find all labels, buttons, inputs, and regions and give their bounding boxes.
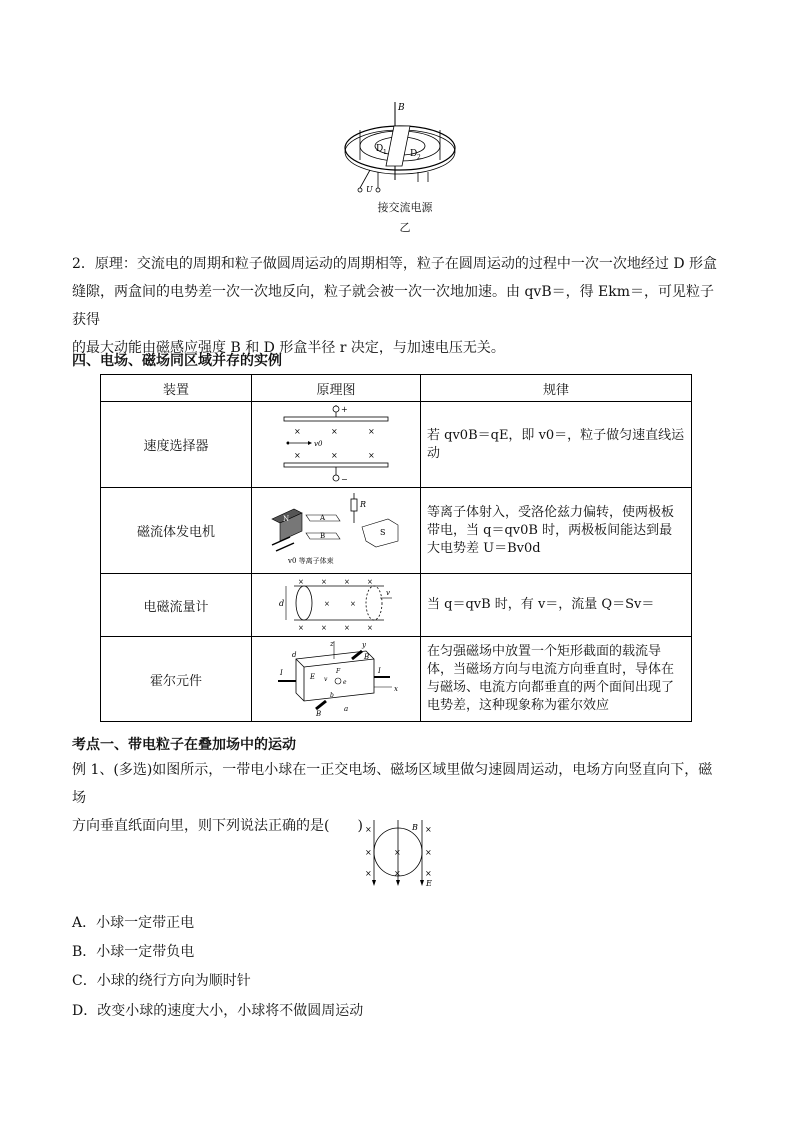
hall-i2: I — [378, 667, 381, 675]
table-row — [101, 574, 692, 637]
fig-cross: × — [425, 869, 432, 878]
vs-cross: × — [368, 450, 375, 460]
mhd-generator-diagram — [266, 489, 406, 569]
vs-plus: + — [341, 404, 348, 414]
example-line-1: 例 1、(多选)如图所示，一带电小球在一正交电场、磁场区域里做匀速圆周运动，电场方向竖直向下，磁场 — [72, 762, 713, 806]
fig-cross: × — [425, 848, 432, 857]
table-header-rule: 规律 — [421, 375, 692, 402]
vs-minus: − — [341, 474, 348, 483]
table-row — [101, 402, 692, 488]
velocity-selector-diagram-cell — [252, 402, 421, 488]
flow-cross: × — [350, 600, 356, 608]
device-name: 速度选择器 — [101, 402, 252, 488]
rule-text: 若 qv0B＝qE，即 v0＝，粒子做匀速直线运动 — [421, 402, 692, 488]
cyclotron-caption: 接交流电源 — [377, 201, 433, 214]
hall-d: d — [292, 651, 297, 659]
vs-v0: v0 — [314, 439, 323, 448]
rule-text: 等离子体射入，受洛伦兹力偏转，使两极板带电，当 q＝qv0B 时，两极板间能达到最大电势差 U＝Bv0d — [421, 488, 692, 574]
cyclotron-label-d2: D — [410, 149, 418, 159]
fig-cross: × — [365, 848, 372, 857]
option-d[interactable]: D．改变小球的速度大小，小球将不做圆周运动 — [72, 1003, 364, 1019]
option-b[interactable]: B．小球一定带负电 — [72, 944, 195, 960]
example-line-2: 方向垂直纸面向里，则下列说法正确的是( ) — [72, 818, 363, 834]
hall-i1: I — [280, 669, 283, 677]
fig-cross: × — [394, 869, 401, 878]
cyclotron-label-d1: D — [376, 144, 384, 154]
example-figure — [362, 818, 442, 894]
flow-cross: × — [324, 600, 330, 608]
option-c[interactable]: C．小球的绕行方向为顺时针 — [72, 973, 251, 989]
flow-cross: × — [344, 624, 350, 632]
flowmeter-diagram — [276, 574, 396, 632]
principle-line-2: 缝隙，两盒间的电势差一次一次地反向，粒子就会被一次一次地加速。由 qvB＝，得 Ekm＝，可见粒子获得 — [72, 284, 715, 328]
fig-cross: × — [425, 825, 432, 834]
table-header-diagram: 原理图 — [252, 375, 421, 402]
fig-cross: × — [365, 869, 372, 878]
cyclotron-label-u: U — [366, 185, 373, 194]
fig-cross: × — [394, 848, 401, 857]
rule-text: 当 q＝qvB 时，有 v＝，流量 Q＝Sv＝ — [421, 574, 692, 637]
hall-x: x — [394, 685, 398, 693]
cyclotron-figure — [340, 100, 470, 234]
hall-ec: e — [343, 679, 347, 686]
flow-label-v: v — [386, 589, 390, 597]
hall-diagram-cell — [252, 637, 421, 722]
device-name: 霍尔元件 — [101, 637, 252, 722]
mhd-beam-label: v0 等离子体束 — [288, 556, 334, 565]
table-row — [101, 637, 692, 722]
vs-cross: × — [294, 426, 301, 436]
option-a[interactable]: A．小球一定带正电 — [72, 915, 195, 931]
flowmeter-diagram-cell — [252, 574, 421, 637]
mhd-label-r: R — [360, 499, 367, 509]
hall-z: z — [330, 640, 334, 648]
table-header-row — [101, 375, 692, 402]
mhd-label-a: A — [320, 513, 326, 522]
field-circle-diagram — [362, 818, 442, 890]
principle-paragraph — [72, 250, 722, 362]
mhd-label-s: S — [380, 527, 386, 537]
cyclotron-label-d1-sub: 1 — [383, 149, 387, 156]
hall-b: b — [330, 692, 334, 699]
cyclotron-diagram — [340, 100, 470, 195]
flow-cross: × — [298, 578, 304, 586]
flow-cross: × — [367, 624, 373, 632]
flow-cross: × — [298, 624, 304, 632]
vs-cross: × — [368, 426, 375, 436]
vs-cross: × — [331, 450, 338, 460]
table-header-device: 装置 — [101, 375, 252, 402]
hall-a: a — [344, 705, 349, 713]
table-row — [101, 488, 692, 574]
rule-text: 在匀强磁场中放置一个矩形截面的载流导体，当磁场方向与电流方向垂直时，导体在与磁场、电流方向都垂直的两个面间出现了电势差，这种现象称为霍尔效应 — [421, 637, 692, 722]
hall-e: E — [310, 673, 316, 681]
cyclotron-label-d2-sub: 2 — [417, 154, 421, 161]
device-name: 磁流体发电机 — [101, 488, 252, 574]
hall-b1: B — [364, 653, 370, 661]
principle-line-3: 的最大动能由磁感应强度 B 和 D 形盒半径 r 决定，与加速电压无关。 — [72, 340, 505, 356]
section-4-heading: 四、电场、磁场同区域并存的实例 — [72, 353, 282, 369]
vs-cross: × — [331, 426, 338, 436]
device-name: 电磁流量计 — [101, 574, 252, 637]
fig-cross: × — [365, 825, 372, 834]
hall-b2: B — [316, 710, 322, 717]
examples-table — [100, 374, 692, 722]
principle-line-1: 2．原理：交流电的周期和粒子做圆周运动的周期相等，粒子在圆周运动的过程中一次一次地经过 D 形盒 — [72, 256, 718, 272]
hall-f: F — [336, 668, 341, 675]
hall-y: y — [362, 641, 366, 649]
flow-cross: × — [367, 578, 373, 586]
fig-label-b: B — [412, 823, 418, 832]
vs-cross: × — [294, 450, 301, 460]
flow-cross: × — [321, 624, 327, 632]
fig-label-e: E — [426, 879, 432, 888]
hall-element-diagram — [266, 637, 406, 717]
flow-cross: × — [321, 578, 327, 586]
mhd-label-b: B — [320, 531, 326, 540]
velocity-selector-diagram — [276, 403, 396, 483]
kaodian-heading: 考点一、带电粒子在叠加场中的运动 — [72, 737, 296, 753]
mhd-diagram-cell — [252, 488, 421, 574]
cyclotron-label-b: B — [398, 103, 405, 113]
flow-label-d: d — [279, 599, 285, 608]
mhd-label-n: N — [283, 514, 290, 523]
flow-cross: × — [344, 578, 350, 586]
hall-v: v — [324, 676, 328, 683]
cyclotron-caption-sub: 乙 — [399, 221, 411, 234]
